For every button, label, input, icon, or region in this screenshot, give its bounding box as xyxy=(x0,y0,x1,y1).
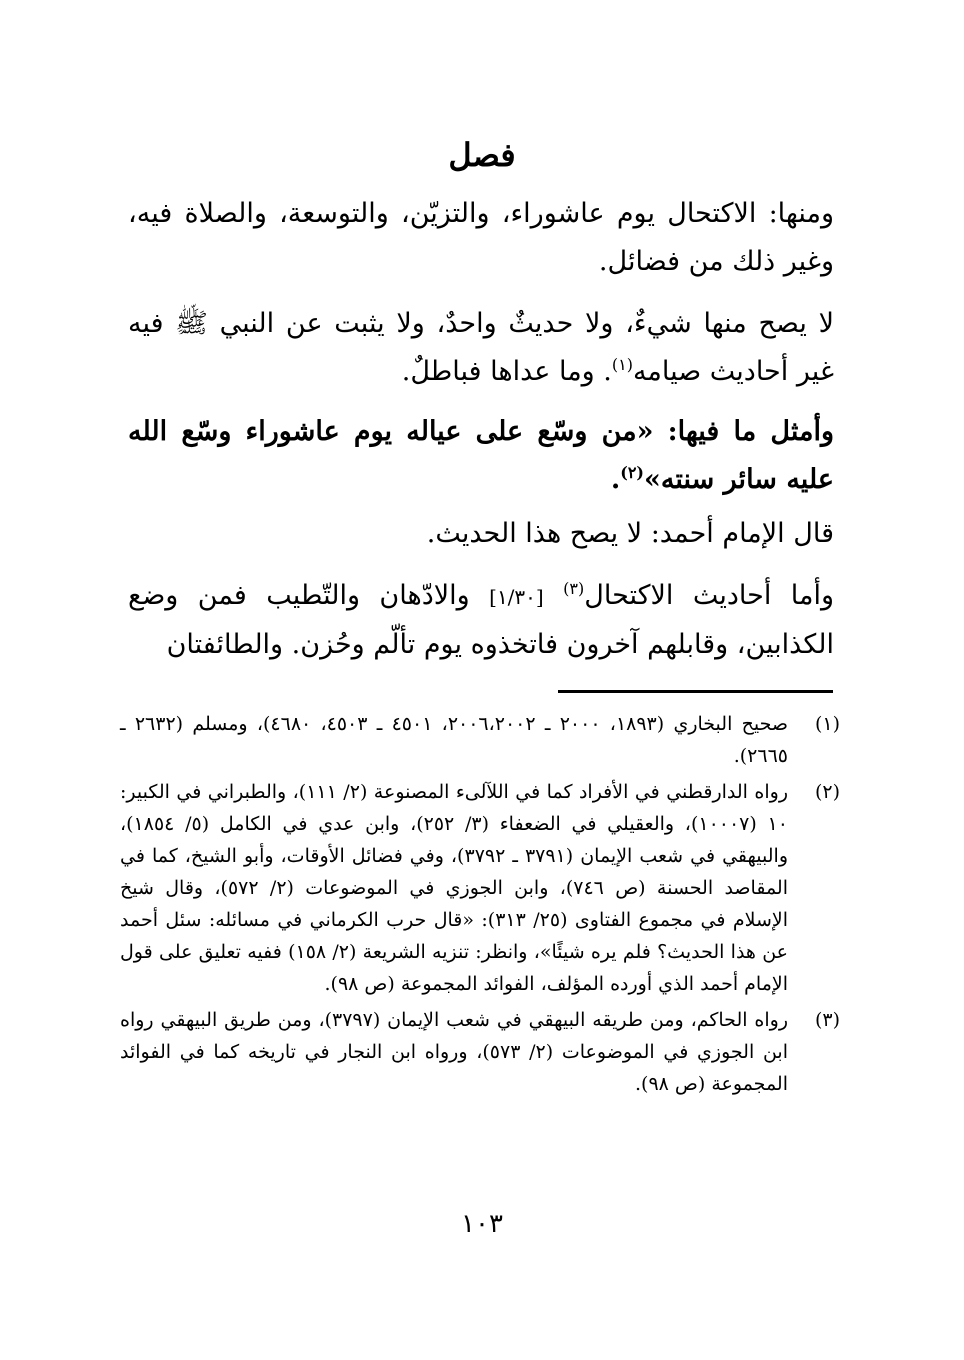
footnotes xyxy=(120,708,840,1104)
footnote-number: (١) xyxy=(814,713,840,735)
paragraph-3 xyxy=(128,408,834,504)
footnote-separator xyxy=(558,690,833,693)
paragraph-5-text-end: والادّهان والتّطيب فمن وضع الكذابين، وقابلهم آخرون فاتخذوه يوم تألّم وحُزن. والطائفتان xyxy=(128,580,834,660)
footnote-ref-1[interactable]: (١) xyxy=(611,355,633,374)
footnote-ref-2[interactable]: (٢) xyxy=(620,463,644,482)
paragraph-5-text: وأما أحاديث الاكتحال xyxy=(584,580,834,611)
paragraph-4 xyxy=(128,510,834,558)
paragraph-4-text: قال الإمام أحمد: لا يصح هذا الحديث. xyxy=(426,518,834,549)
footnote-text: رواه الحاكم، ومن طريقه البيهقي في شعب الإيمان (٣٧٩٧)، ومن طريق البيهقي رواه ابن الجوزي في الموضوعات (٢/ ٥٧٣)، ورواه ابن النجار في تاريخه كما في الفوائد المجموعة (ص ٩٨). xyxy=(120,1009,788,1095)
section-title: فصل xyxy=(448,136,516,174)
paragraph-1 xyxy=(128,190,834,286)
footnote-text: رواه الدارقطني في الأفراد كما في اللآلىء المصنوعة (٢/ ١١١)، والطبراني في الكبير: ١٠ (١٠٠٠٧)، والعقيلي في الضعفاء (٣/ ٢٥٢)، وابن عدي في الكامل (٥/ ١٨٥٤)، والبيهقي في شعب الإيمان (٣٧٩١ ـ ٣٧٩٢)، وفي فضائل الأوقات، وأبو الشيخ، كما في المقاصد الحسنة (ص ٧٤٦)، وابن الجوزي في الموضوعات (٢/ ٥٧٢)، وقال شيخ الإسلام في مجموع الفتاوى (٢٥/ ٣١٣): «قال حرب الكرماني في مسائله: سئل أحمد عن هذا الحديث؟ فلم يره شيئًا»، وانظر: تنزيه الشريعة (٢/ ١٥٨) ففيه تعليق على قول الإمام أحمد الذي أورده المؤلف، الفوائد المجموعة (ص ٩٨). xyxy=(120,781,788,995)
footnote-number: (٢) xyxy=(814,781,840,803)
footnote-ref-3[interactable]: (٣) xyxy=(563,579,585,598)
paragraph-1-text: ومنها: الاكتحال يوم عاشوراء، والتزيّن، والتوسعة، والصلاة فيه، وغير ذلك من فضائل. xyxy=(128,198,834,277)
footnote-2 xyxy=(120,776,840,1000)
paragraph-3-text-end: . xyxy=(610,464,621,495)
paragraph-2 xyxy=(128,300,834,396)
paragraph-2-text-end: . وما عداها فباطلٌ. xyxy=(401,356,612,387)
page-number: ١٠٣ xyxy=(461,1209,503,1239)
footnote-3 xyxy=(120,1004,840,1100)
edition-page-marker: [١/٣٠] xyxy=(489,585,544,609)
footnote-text: صحيح البخاري (١٨٩٣، ٢٠٠٠ ـ ٢٠٠٦،٢٠٠٢، ٤٥٠١ ـ ٤٥٠٣، ٤٦٨٠)، ومسلم (٢٦٣٢ ـ ٢٦٦٥). xyxy=(120,713,789,767)
footnote-number: (٣) xyxy=(814,1009,840,1031)
footnote-1 xyxy=(120,708,840,772)
paragraph-3-text: وأمثل ما فيها: «من وسّع على عياله يوم عاشوراء وسّع الله عليه سائر سنته» xyxy=(128,416,834,495)
paragraph-2-text: لا يصح منها شيءٌ، ولا حديثٌ واحدٌ، ولا يثبت عن النبي ﷺ فيه غير أحاديث صيامه xyxy=(128,308,834,387)
paragraph-5 xyxy=(128,572,834,669)
